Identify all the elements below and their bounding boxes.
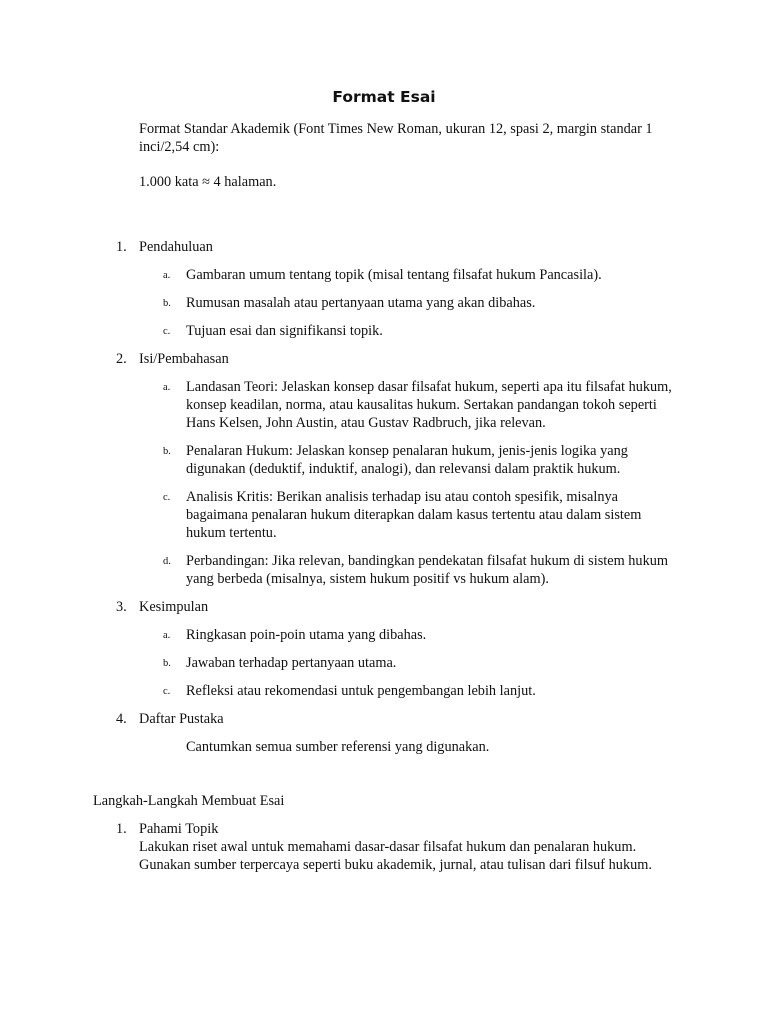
steps-list <box>0 820 768 874</box>
sub-item <box>0 266 768 284</box>
sub-text: Landasan Teori: Jelaskan konsep dasar filsafat hukum, seperti apa itu filsafat hukum, konsep keadilan, norma, atau kausalitas hukum. Sertakan pandangan tokoh seperti Hans Kelsen, John Austin, atau Gustav Radbruch, jika relevan. <box>186 379 672 431</box>
sub-letter: a. <box>163 630 171 641</box>
item-label: Daftar Pustaka <box>139 711 224 727</box>
sub-letter: b. <box>163 658 171 669</box>
sub-letter: a. <box>163 270 171 281</box>
sub-item <box>0 654 768 672</box>
item-number: 2. <box>116 351 127 367</box>
sub-letter: c. <box>163 326 171 337</box>
sub-list <box>0 378 768 588</box>
sub-letter: c. <box>163 492 171 503</box>
sub-item <box>0 378 768 432</box>
steps-section <box>0 792 768 884</box>
sub-letter: b. <box>163 298 171 309</box>
sub-letter: b. <box>163 446 171 457</box>
sub-text: Ringkasan poin-poin utama yang dibahas. <box>186 627 427 643</box>
outline-list <box>0 238 768 766</box>
sub-text: Perbandingan: Jika relevan, bandingkan pendekatan filsafat hukum di sistem hukum yang berbeda (misalnya, sistem hukum positif vs hukum alam). <box>186 553 669 587</box>
step-label: Pahami Topik <box>139 821 219 837</box>
item-number: 3. <box>116 599 127 615</box>
item-label: Kesimpulan <box>139 599 209 615</box>
item-note: Cantumkan semua sumber referensi yang digunakan. <box>186 739 490 755</box>
sub-text: Refleksi atau rekomendasi untuk pengembangan lebih lanjut. <box>186 683 536 699</box>
page-title: Format Esai <box>332 88 436 106</box>
sub-item <box>0 488 768 542</box>
item-label: Isi/Pembahasan <box>139 351 229 367</box>
item-number: 1. <box>116 239 127 255</box>
outline-item-daftar-pustaka <box>0 710 768 756</box>
sub-list <box>0 626 768 700</box>
item-number: 4. <box>116 711 127 727</box>
section-heading: Langkah-Langkah Membuat Esai <box>93 793 285 809</box>
sub-letter: a. <box>163 382 171 393</box>
step-item <box>0 820 768 874</box>
sub-list <box>0 266 768 340</box>
sub-item <box>0 552 768 588</box>
sub-text: Penalaran Hukum: Jelaskan konsep penalaran hukum, jenis-jenis logika yang digunakan (deduktif, induktif, analogi), dan relevansi dalam praktik hukum. <box>186 443 628 477</box>
sub-text: Jawaban terhadap pertanyaan utama. <box>186 655 397 671</box>
sub-item <box>0 682 768 700</box>
sub-letter: d. <box>163 556 171 567</box>
outline-item-isi-pembahasan <box>0 350 768 588</box>
sub-item <box>0 442 768 478</box>
format-paragraph: Format Standar Akademik (Font Times New Roman, ukuran 12, spasi 2, margin standar 1 inci/2,54 cm): <box>139 121 653 155</box>
sub-text: Gambaran umum tentang topik (misal tentang filsafat hukum Pancasila). <box>186 267 602 283</box>
outline-item-kesimpulan <box>0 598 768 700</box>
sub-text: Rumusan masalah atau pertanyaan utama yang akan dibahas. <box>186 295 536 311</box>
length-paragraph: 1.000 kata ≈ 4 halaman. <box>139 174 277 190</box>
step-number: 1. <box>116 821 127 837</box>
outline-item-pendahuluan <box>0 238 768 340</box>
step-description: Lakukan riset awal untuk memahami dasar-dasar filsafat hukum dan penalaran hukum. Gunakan sumber terpercaya seperti buku akademik, jurnal, atau tulisan dari filsuf hukum. <box>139 839 652 873</box>
intro-block <box>139 120 679 208</box>
sub-item <box>0 626 768 644</box>
sub-text: Analisis Kritis: Berikan analisis terhadap isu atau contoh spesifik, misalnya bagaimana penalaran hukum diterapkan dalam kasus tertentu atau dalam sistem hukum tertentu. <box>186 489 642 541</box>
sub-text: Tujuan esai dan signifikansi topik. <box>186 323 383 339</box>
item-label: Pendahuluan <box>139 239 213 255</box>
sub-letter: c. <box>163 686 171 697</box>
sub-item <box>0 322 768 340</box>
sub-item <box>0 294 768 312</box>
